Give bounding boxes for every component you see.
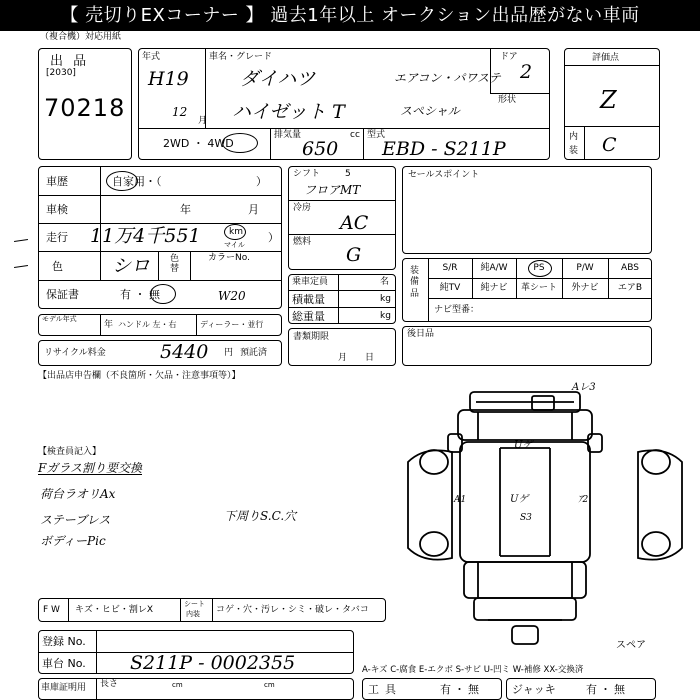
type-value: EBD - S211P [382,138,506,160]
history-close: ） [256,175,267,188]
diagram-note: Uゲ [514,440,533,451]
fw-label: F W [43,605,60,615]
equipment-selected-circle [528,260,552,277]
ac-value: AC [340,212,369,234]
lot-label: 出 品 [50,54,90,69]
chassis-label: 車台 No. [42,657,86,670]
drive-selected-circle [222,133,258,153]
mileage-value: 11万4千551 [90,225,201,247]
equipment-item: 革シート [520,283,557,293]
ac-label: 冷房 [293,203,312,213]
inspector-line: 荷台ラオリAx [40,487,116,501]
displacement-label: 排気量 [274,130,302,140]
inspection-label: 車検 [46,203,68,216]
mileage-unit-other: マイル [224,241,245,249]
interior-value: C [602,134,617,156]
shift-value: フロアMT [304,183,361,197]
vehicle-label: 車名・グレード [209,52,273,62]
weight-label: 総重量 [292,310,325,323]
rating-label: 評価点 [592,53,620,63]
door-label: ドア [500,52,518,62]
certificate-cm: cm [172,681,183,689]
load-label: 積載量 [292,293,325,306]
inspector-extra: 下周りS.C.穴 [224,509,297,523]
diagram-note: Uゲ [510,494,529,505]
drive-options: 2WD ・ 4WD [163,137,234,150]
jack-label: ジャッキ [512,683,556,696]
fw-seat: シート [184,600,205,608]
recycle-status: 預託済 [240,348,268,358]
displacement-unit: cc [350,130,360,140]
displacement-value: 650 [302,138,339,160]
warranty-options: 有 ・ 無 [120,288,160,301]
warranty-label: 保証書 [46,288,79,301]
header-note: （複合機）対応用紙 [40,32,122,42]
equipment-item: 純TV [439,283,461,293]
shape-label: 形状 [498,95,517,105]
diagram-note: ｱ2 [578,495,589,505]
fw-text2: コゲ・穴・汚レ・シミ・破レ・タバコ [216,605,369,615]
color-change-label: 色替 [170,254,180,274]
model-year-dealer: ディーラー・並行 [200,320,264,329]
capacity-label: 乗車定員 [292,277,329,287]
model-year-year: 年 [104,320,114,330]
fuel-value: G [346,244,362,266]
model-year-handle: ハンドル 左・右 [118,320,177,329]
year-month-unit: 月 [198,116,208,126]
history-selected-circle [106,171,138,191]
tools-label: 工具 [368,683,402,696]
sales-point-label: セールスポイント [408,170,480,180]
certificate-long: 長さ [100,679,119,689]
mileage-label: 走行 [46,231,68,244]
mileage-unit-circle [224,224,246,240]
recycle-label: リサイクル料金 [44,348,106,358]
type-label: 型式 [367,130,386,140]
equipment-item: エアB [617,283,643,293]
chassis-value: S211P - 0002355 [130,652,296,674]
banner-title: 【 売切りEXコーナー 】 過去1年以上 オークション出品歴がない車両 [0,0,700,31]
shift-label: シフト [293,169,321,179]
warranty-selected-circle [150,284,176,304]
recycle-unit: 円 [224,348,234,358]
documents-label: 書類期限 [293,332,330,342]
equipment-item: 外ナビ [571,283,599,293]
lot-number: 70218 [44,94,126,122]
vehicle-damage-diagram [400,376,690,648]
color-no-label: カラーNo. [208,253,250,263]
door-value: 2 [520,61,533,83]
spare-label: スペア [616,640,646,648]
year-month: 12 [172,105,188,119]
documents-unit: 月日 [338,353,393,363]
year-value: H19 [148,68,189,90]
equipment-label: 装備品 [410,266,420,299]
margin-mark [14,239,28,242]
equipment-item: P/W [576,263,594,273]
tools-options: 有・無 [440,683,482,696]
fw-seat2: 内装 [186,610,200,618]
year-label: 年式 [142,52,161,62]
equipment-item: PS [533,263,545,273]
mileage-unit: km [229,227,243,237]
inspection-month: 月 [248,203,259,216]
diagram-note: S3 [520,513,532,523]
inspector-line: ステーブレス [40,513,111,527]
vehicle-model: ハイゼット T [232,101,345,123]
model-year-label: モデル年式 [42,315,77,323]
inspector-notes [38,462,383,592]
certificate-label: 車庫証明用 [41,683,87,693]
fuel-label: 燃料 [293,237,312,247]
registration-label: 登録 No. [42,635,86,648]
damage-legend: A-キズ C-腐食 E-エクボ S-サビ U-凹ミ W-補修 XX-交換済 [362,665,584,675]
interior-label: 内装 [569,132,579,157]
vehicle-make: ダイハツ [240,68,316,90]
margin-mark [14,265,28,268]
history-value: 自家用・（ [112,175,162,188]
recycle-value: 5440 [160,341,209,363]
vehicle-note: エアコン・パワステ [394,71,501,85]
history-label: 車歴 [46,175,68,188]
equipment-item: 純A/W [480,263,508,273]
load-unit: kg [380,294,391,304]
color-label: 色 [52,260,63,273]
inspector-label: 【検査員記入】 [38,447,102,457]
vehicle-grade: スペシャル [400,104,460,118]
diagram-note: A1 [454,495,467,505]
certificate-cm: cm [264,681,275,689]
inspector-line: Fガラス割り要交換 [38,461,142,475]
notes-box [402,326,652,366]
color-value: シロ [112,255,151,277]
lot-code: 2030 [49,68,73,78]
inspector-line: ボディーPic [40,534,106,548]
weight-unit: kg [380,311,391,321]
rating-value: Z [600,86,617,114]
warranty-note: W20 [218,289,246,303]
seller-section-label: 【出品店申告欄（不良箇所・欠品・注意事項等）】 [38,371,241,381]
capacity-unit: 名 [380,277,390,287]
diagram-note: Aレ3 [572,382,596,393]
jack-options: 有・無 [586,683,628,696]
equipment-item: S/R [442,263,458,273]
navi-label: ナビ型番： [434,305,480,315]
fw-text: キズ・ヒビ・割レX [75,605,153,615]
mileage-close: ） [268,231,279,244]
shift-gears: 5 [345,169,351,179]
inspection-year: 年 [180,203,191,216]
equipment-item: 純ナビ [480,283,508,293]
notes-label: 後日品 [407,329,435,339]
equipment-item: ABS [621,263,639,273]
